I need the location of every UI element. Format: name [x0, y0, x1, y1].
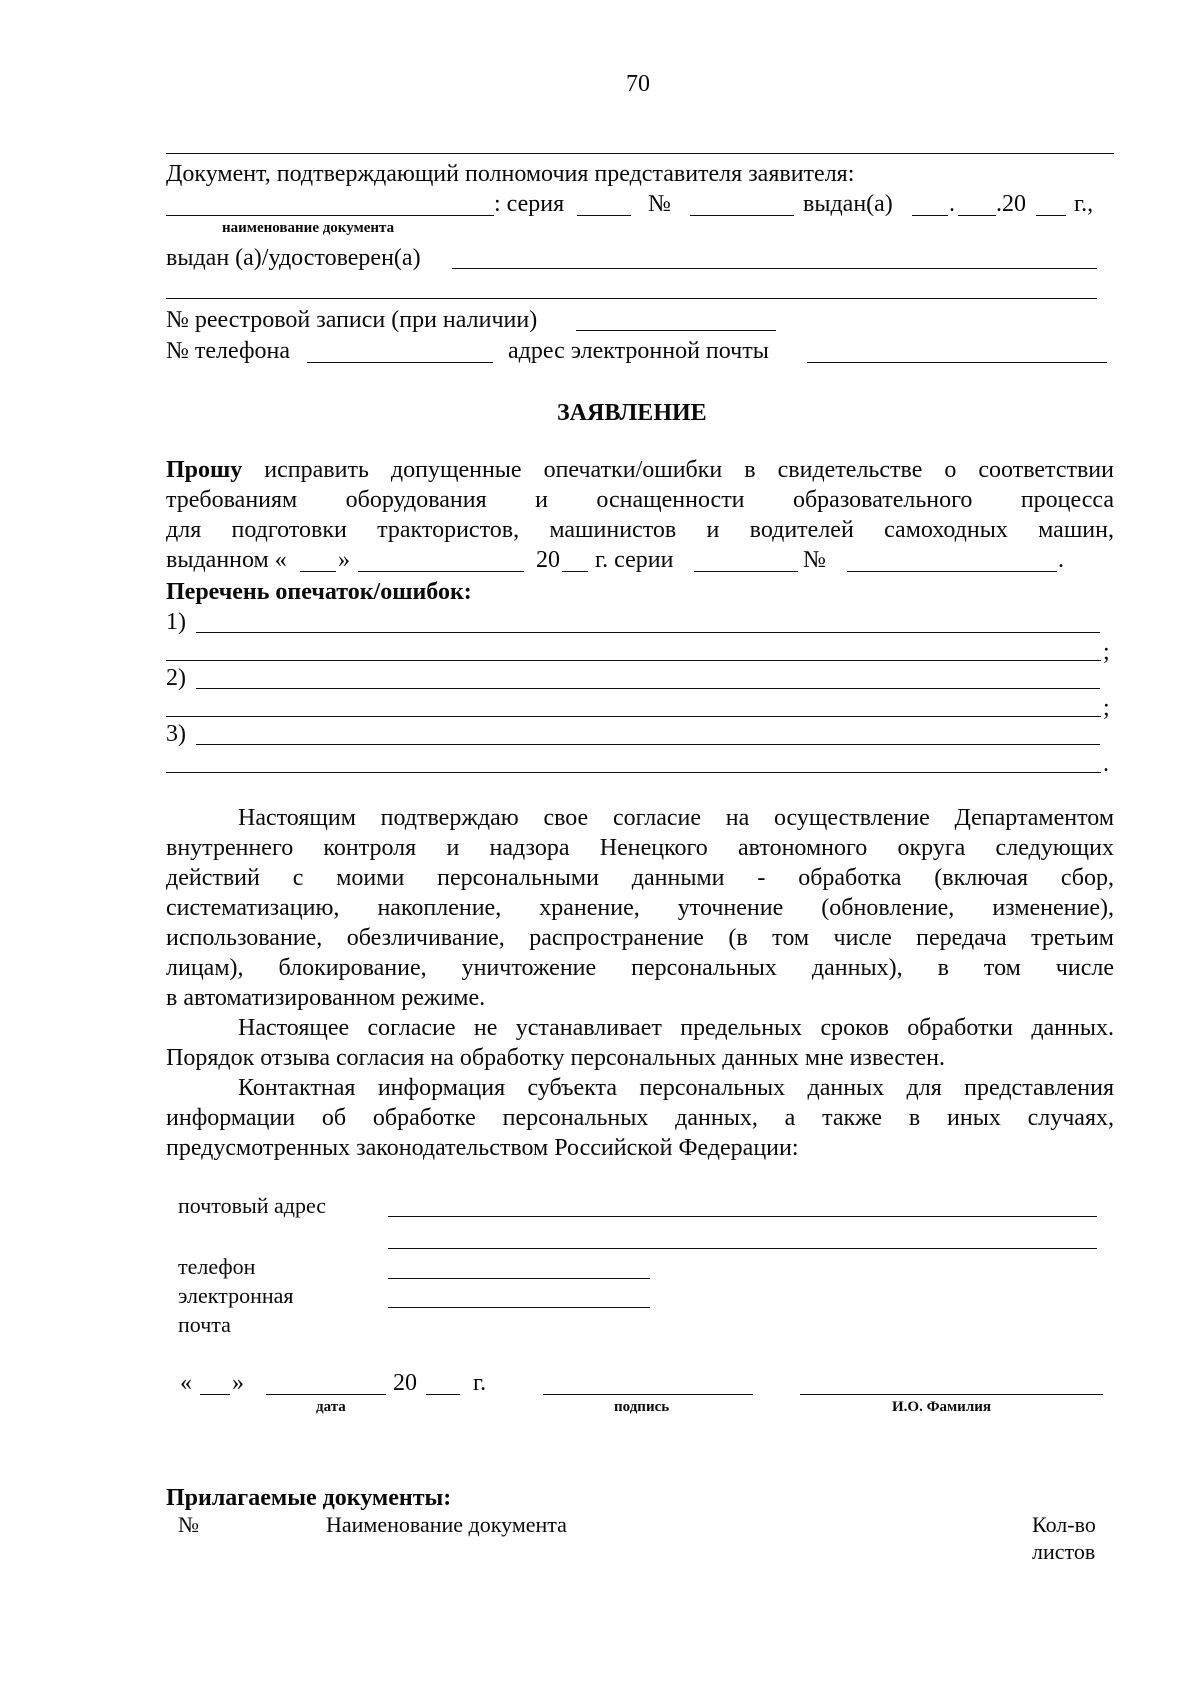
attachments-heading: Прилагаемые документы:	[166, 1485, 452, 1511]
cert-day-field[interactable]	[300, 571, 336, 572]
full-name-field[interactable]	[800, 1394, 1103, 1395]
error-item-1-end: ;	[1103, 639, 1110, 665]
contact-email-field[interactable]	[388, 1307, 650, 1308]
issued-label: выдан(а)	[803, 191, 893, 217]
sign-year-prefix: 20	[393, 1370, 417, 1396]
doc-name-field[interactable]	[166, 215, 494, 216]
attachments-col-count-1: Кол-во	[1032, 1512, 1096, 1537]
consent-p3-line-2: информации об обработке персональных данных, а также в иных случаях,	[166, 1105, 1114, 1131]
consent-p3-line-1: Контактная информация субъекта персональных данных для представления	[238, 1075, 1114, 1101]
error-item-2-field[interactable]	[196, 688, 1100, 689]
series-field[interactable]	[577, 215, 631, 216]
contact-phone-field[interactable]	[388, 1278, 650, 1279]
postal-address-field[interactable]	[388, 1216, 1097, 1217]
doc-number-field[interactable]	[690, 215, 794, 216]
issued-by-field-line2[interactable]	[166, 298, 1097, 299]
request-line-3: для подготовки трактористов, машинистов и водителей самоходных машин,	[166, 517, 1114, 543]
error-item-3-end: .	[1103, 751, 1109, 777]
error-item-1-label: 1)	[166, 609, 186, 635]
number-label: №	[648, 191, 671, 217]
consent-p1-line-2: внутреннего контроля и надзора Ненецкого автономного округа следующих	[166, 835, 1114, 861]
registry-field[interactable]	[576, 330, 776, 331]
doc-name-caption: наименование документа	[222, 220, 395, 236]
contact-phone-label: телефон	[178, 1254, 256, 1279]
contact-email-label-2: почта	[178, 1312, 231, 1337]
year-suffix: г.,	[1074, 191, 1094, 217]
request-line-1-rest: исправить допущенные опечатки/ошибки в свидетельстве о соответствии	[264, 457, 1114, 483]
error-item-2-field-line2[interactable]	[166, 716, 1101, 717]
issued-close-quote: »	[338, 547, 350, 573]
email-field[interactable]	[807, 362, 1107, 363]
consent-p1-line-6: лицам), блокирование, уничтожение персональных данных), в том числе	[166, 955, 1114, 981]
cert-series-label: г. серии	[595, 547, 674, 573]
consent-p2-line-2: Порядок отзыва согласия на обработку персональных данных мне известен.	[166, 1045, 945, 1071]
cert-series-field[interactable]	[694, 571, 798, 572]
sign-day-field[interactable]	[200, 1394, 230, 1395]
error-item-2-end: ;	[1103, 695, 1110, 721]
consent-p1-line-3: действий с моими персональными данными - обработка (включая сбор,	[166, 865, 1114, 891]
consent-p2-line-1: Настоящее согласие не устанавливает предельных сроков обработки данных.	[238, 1015, 1114, 1041]
issued-prefix: выданном «	[166, 547, 287, 573]
cert-year-prefix: 20	[536, 547, 560, 573]
issued-by-label: выдан (а)/удостоверен(а)	[166, 245, 421, 271]
issued-month-field[interactable]	[958, 215, 996, 216]
error-item-3-field-line2[interactable]	[166, 772, 1101, 773]
series-label: : серия	[494, 191, 565, 217]
cert-number-label: №	[803, 547, 826, 573]
sign-month-field[interactable]	[266, 1394, 386, 1395]
full-name-caption: И.О. Фамилия	[892, 1399, 992, 1415]
attachments-col-name: Наименование документа	[326, 1512, 567, 1537]
phone-field[interactable]	[307, 362, 493, 363]
error-item-2-label: 2)	[166, 665, 186, 691]
sign-year-suffix: г.	[473, 1370, 487, 1396]
date-caption: дата	[316, 1399, 346, 1415]
phone-label: № телефона	[166, 338, 291, 364]
consent-p1-line-7: в автоматизированном режиме.	[166, 985, 486, 1011]
postal-address-field-line2[interactable]	[388, 1248, 1097, 1249]
representative-doc-label: Документ, подтверждающий полномочия представителя заявителя:	[166, 161, 855, 187]
date-dot: .	[949, 191, 955, 217]
cert-year-field[interactable]	[562, 571, 588, 572]
attachments-col-number: №	[178, 1512, 199, 1537]
signature-field[interactable]	[543, 1394, 753, 1395]
sign-quote-open: «	[180, 1370, 192, 1396]
error-item-3-label: 3)	[166, 721, 186, 747]
attachments-col-count-2: листов	[1032, 1539, 1096, 1564]
cert-month-field[interactable]	[358, 571, 524, 572]
page-number: 70	[626, 71, 650, 97]
sign-quote-close: »	[232, 1370, 244, 1396]
signature-caption: подпись	[614, 1399, 670, 1415]
postal-address-label: почтовый адрес	[178, 1193, 327, 1218]
consent-p1-line-4: систематизацию, накопление, хранение, уточнение (обновление, изменение),	[166, 895, 1114, 921]
errors-heading: Перечень опечаток/ошибок:	[166, 579, 472, 605]
contact-email-label-1: электронная	[178, 1283, 294, 1308]
cert-end-dot: .	[1058, 547, 1064, 573]
sign-year-field[interactable]	[426, 1394, 460, 1395]
email-label: адрес электронной почты	[508, 338, 769, 364]
cert-number-field[interactable]	[847, 571, 1057, 572]
request-bold-word: Прошу	[166, 457, 243, 483]
error-item-1-field-line2[interactable]	[166, 660, 1101, 661]
issued-day-field[interactable]	[912, 215, 948, 216]
document-title: ЗАЯВЛЕНИЕ	[557, 400, 707, 426]
issued-year-field[interactable]	[1036, 215, 1066, 216]
request-line-2: требованиям оборудования и оснащенности образовательного процесса	[166, 487, 1114, 513]
top-rule	[166, 153, 1114, 154]
issued-by-field[interactable]	[452, 268, 1097, 269]
consent-p1-line-1: Настоящим подтверждаю свое согласие на осуществление Департаментом	[238, 805, 1114, 831]
error-item-3-field[interactable]	[196, 744, 1100, 745]
registry-label: № реестровой записи (при наличии)	[166, 307, 538, 333]
consent-p3-line-3: предусмотренных законодательством Российской Федерации:	[166, 1135, 799, 1161]
year-prefix: .20	[996, 191, 1026, 217]
request-line-1	[166, 456, 1114, 486]
consent-p1-line-5: использование, обезличивание, распространение (в том числе передача третьим	[166, 925, 1114, 951]
error-item-1-field[interactable]	[196, 632, 1100, 633]
